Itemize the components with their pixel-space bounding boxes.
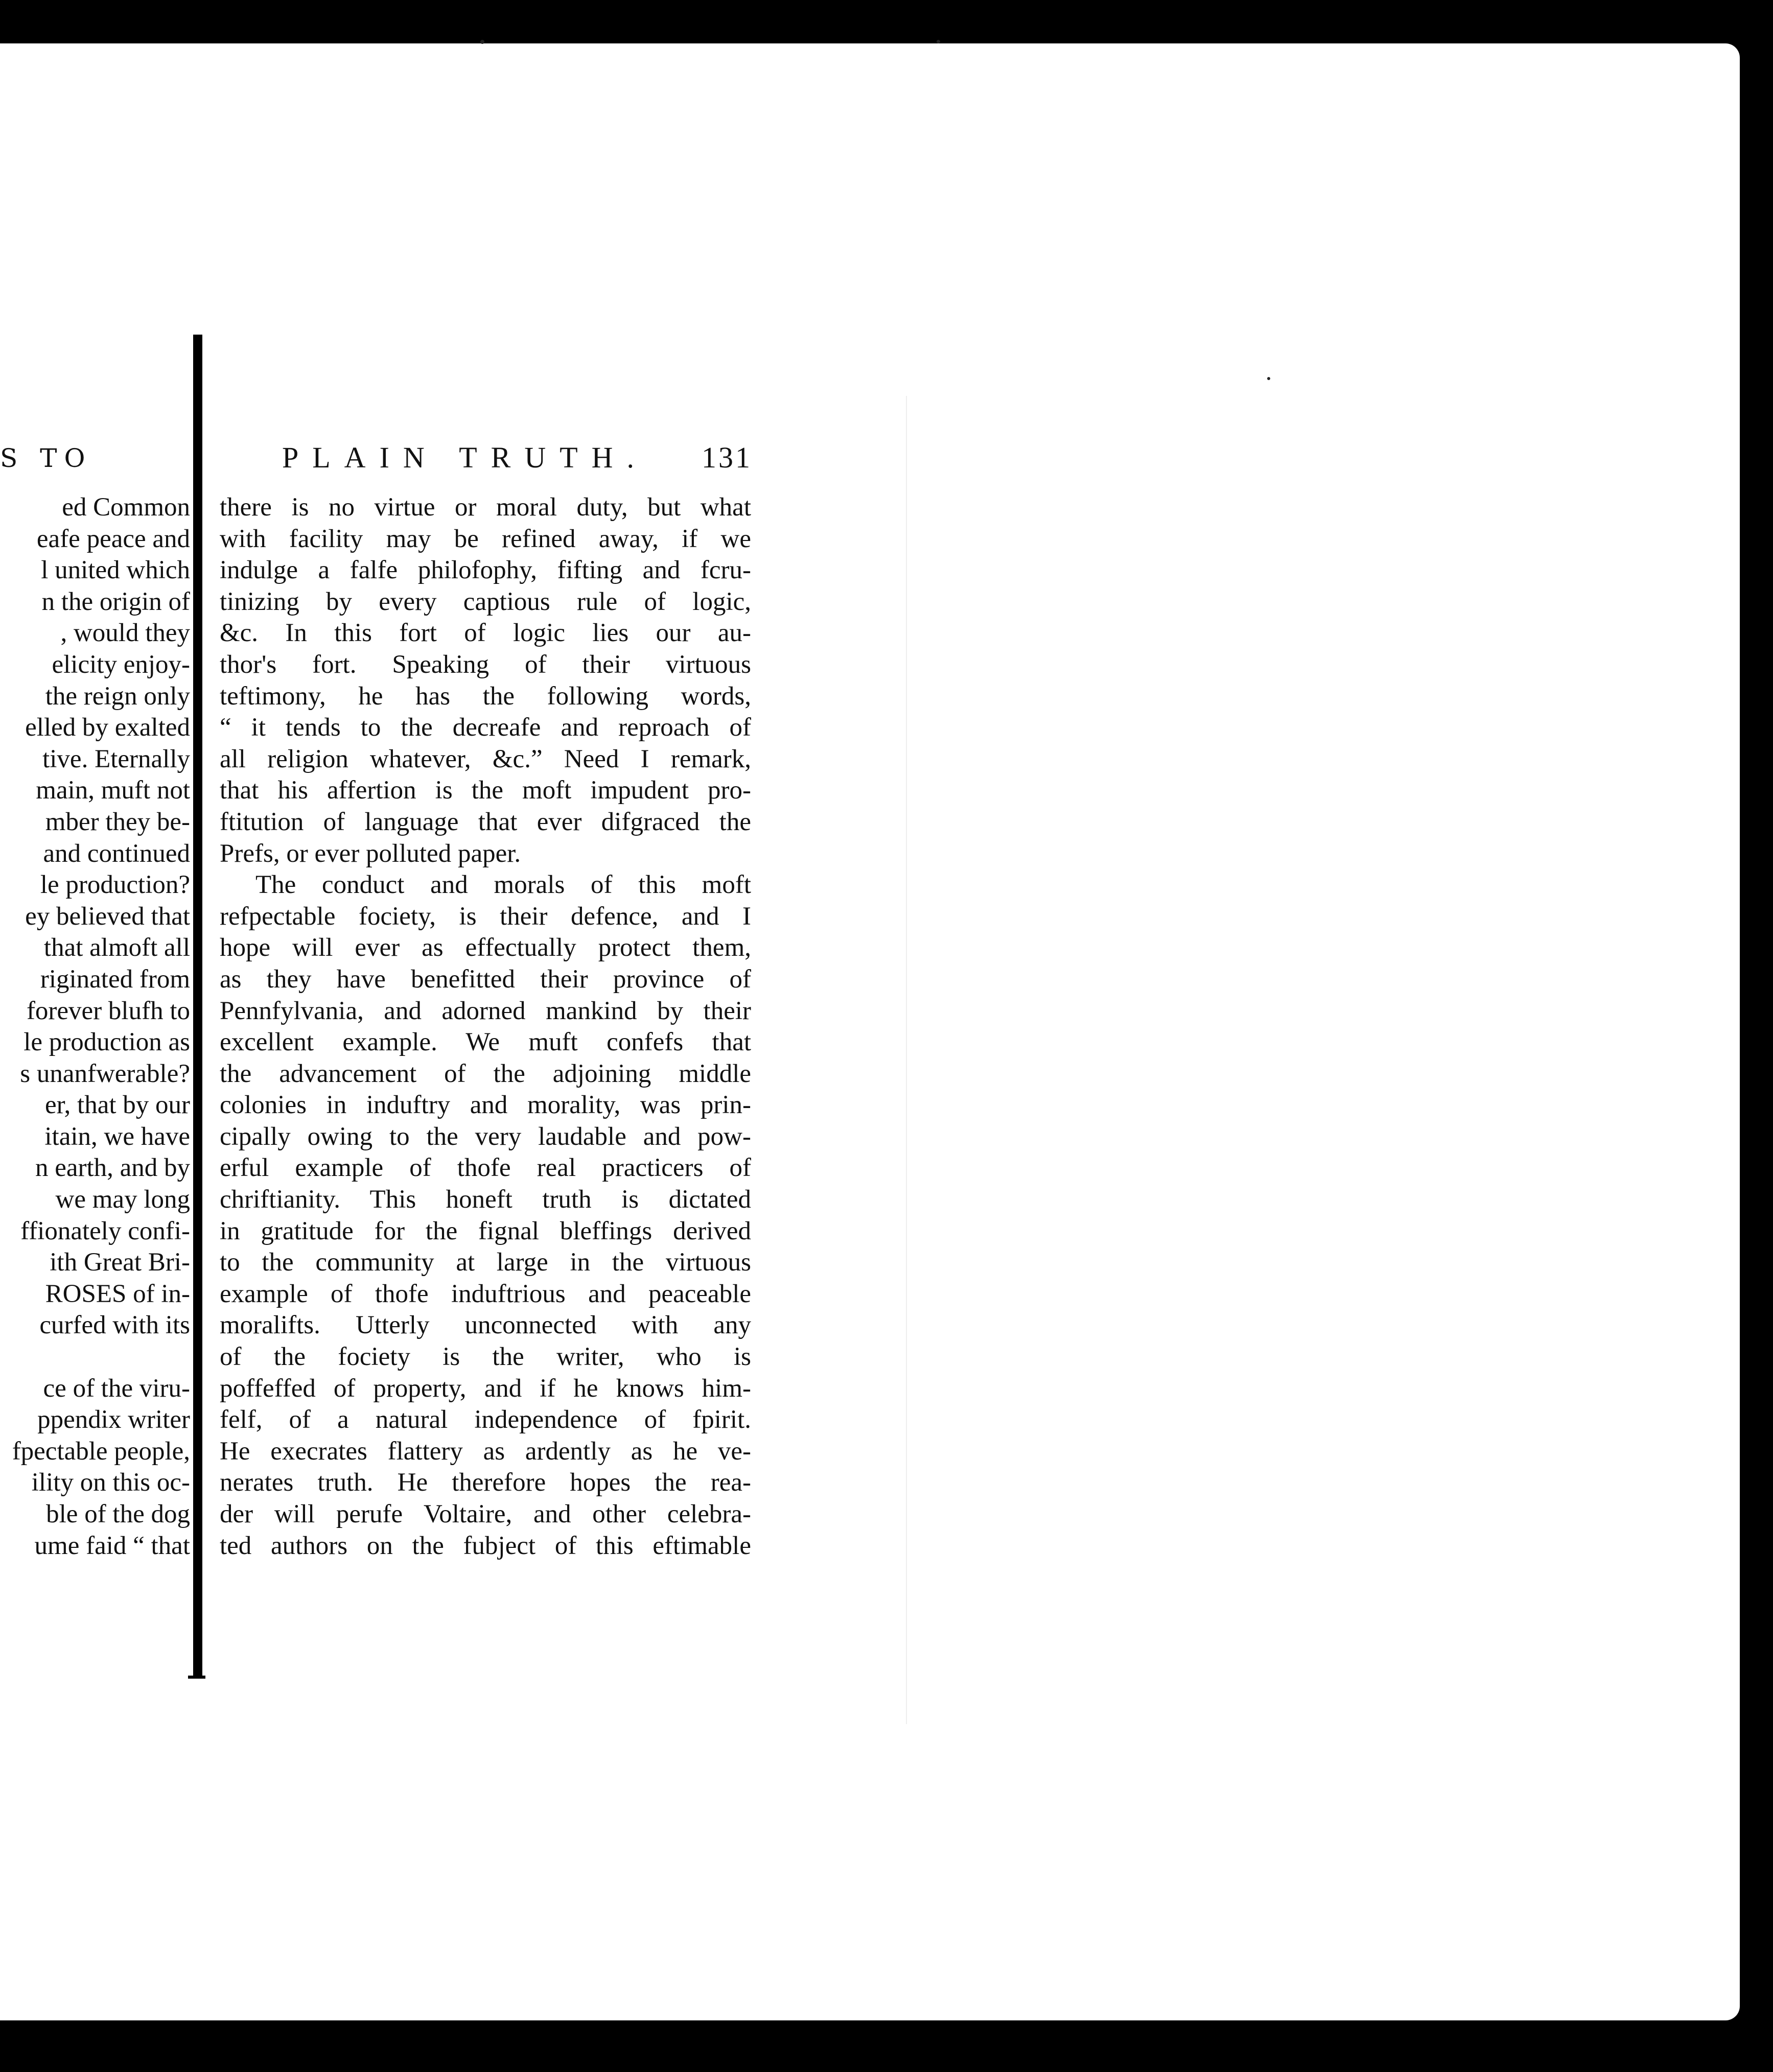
left-text-line: we may long (55, 1185, 190, 1214)
text-line: &c. In this fort of logic lies our au- (220, 619, 751, 648)
text-line: example of thofe induftrious and peaceable (220, 1279, 751, 1308)
left-text-line: ey believed that (25, 902, 190, 931)
left-text-line: elicity enjoy- (52, 650, 190, 679)
left-text-line: and continued (43, 839, 190, 868)
left-text-column (0, 492, 190, 1562)
paragraph-start-line: The conduct and morals of this moft (255, 870, 751, 900)
left-text-line: tive. Eternally (42, 744, 190, 773)
page-edge-shadow (906, 396, 907, 1724)
left-text-line: the reign only (45, 681, 190, 711)
text-line: thor's fort. Speaking of their virtuous (220, 650, 751, 679)
ink-speck (937, 40, 940, 43)
left-text-line: elled by exalted (25, 713, 190, 742)
paragraph-gap (0, 1341, 190, 1373)
left-text-line: s unanfwerable? (20, 1059, 190, 1088)
left-text-line: le production as (24, 1028, 190, 1057)
text-line: that his affertion is the moft impudent pro- (220, 776, 751, 805)
text-line: as they have benefitted their province of (220, 964, 751, 994)
left-text-line: eafe peace and (36, 524, 190, 553)
text-line: poffeffed of property, and if he knows him- (220, 1374, 751, 1403)
running-head (282, 440, 752, 475)
text-line: felf, of a natural independence of fpirit. (220, 1405, 751, 1434)
left-text-line: itain, we have (44, 1122, 190, 1151)
text-line: to the community at large in the virtuous (220, 1248, 751, 1277)
left-text-line: le production? (40, 870, 190, 900)
gutter-binding-tick (188, 1676, 205, 1679)
left-text-line: ce of the viru- (43, 1374, 190, 1403)
left-text-line: , would they (60, 619, 190, 648)
left-text-line: ith Great Bri- (50, 1248, 190, 1277)
text-line: the advancement of the adjoining middle (220, 1059, 751, 1088)
text-line: tinizing by every captious rule of logic, (220, 587, 751, 616)
left-text-line: ility on this oc- (31, 1468, 190, 1497)
left-text-line: ROSES of in- (45, 1279, 190, 1308)
body-text-column (220, 492, 751, 1562)
left-text-line: ble of the dog (46, 1500, 190, 1528)
text-line: colonies in induftry and morality, was prin- (220, 1091, 751, 1120)
left-text-line: that almoft all (43, 933, 190, 962)
left-text-line: er, that by our (44, 1091, 190, 1120)
text-line: indulge a falfe philofophy, fifting and fcru- (220, 556, 751, 585)
left-text-line: riginated from (40, 964, 190, 994)
left-text-line: n the origin of (41, 587, 190, 616)
left-text-line: ppendix writer (37, 1405, 190, 1434)
text-line: ted authors on the fubject of this eftimable (220, 1531, 751, 1560)
gutter-binding-line (193, 335, 202, 1678)
left-running-head: S TO (0, 443, 92, 473)
text-line: He execrates flattery as ardently as he ve- (220, 1437, 751, 1466)
text-line: with facility may be refined away, if we (220, 524, 751, 553)
text-line: Pennfylvania, and adorned mankind by their (220, 996, 751, 1025)
text-line: cipally owing to the very laudable and pow- (220, 1122, 751, 1151)
text-line: chriftianity. This honeft truth is dictated (220, 1185, 751, 1214)
text-line: “ it tends to the decreafe and reproach of (220, 713, 751, 742)
text-line: nerates truth. He therefore hopes the rea- (220, 1468, 751, 1497)
left-text-line: mber they be- (45, 807, 190, 836)
left-text-line: ed Common (62, 493, 190, 522)
text-line: excellent example. We muft confefs that (220, 1028, 751, 1057)
text-line: in gratitude for the fignal bleffings derived (220, 1216, 751, 1245)
text-line: moralifts. Utterly unconnected with any (220, 1311, 751, 1340)
left-text-line: n earth, and by (35, 1153, 190, 1183)
page-number: 131 (702, 441, 752, 474)
left-text-line: curfed with its (39, 1311, 190, 1340)
running-head-title: PLAIN TRUTH. (282, 441, 648, 474)
text-line: refpectable fociety, is their defence, and I (220, 902, 751, 931)
text-line: teftimony, he has the following words, (220, 681, 751, 711)
ink-speck (1267, 377, 1270, 380)
left-text-line: ume faid “ that (34, 1531, 190, 1560)
left-text-line: main, muft not (36, 776, 190, 805)
text-line: ftitution of language that ever difgraced the (220, 807, 751, 836)
left-text-line: forever blufh to (26, 996, 190, 1025)
right-page (220, 0, 754, 2072)
text-line: all religion whatever, &c.” Need I remark, (220, 744, 751, 773)
text-line: der will perufe Voltaire, and other celebra- (220, 1500, 751, 1528)
ink-speck (480, 40, 484, 44)
text-line: Prefs, or ever polluted paper. (220, 839, 521, 868)
text-line: hope will ever as effectually protect them, (220, 933, 751, 962)
text-line: there is no virtue or moral duty, but what (220, 493, 751, 522)
text-line: of the fociety is the writer, who is (220, 1343, 751, 1372)
left-text-line: l united which (41, 556, 190, 585)
left-text-line: fpectable people, (12, 1437, 190, 1466)
left-text-line: ffionately confi- (20, 1216, 190, 1245)
left-page-fragment (0, 0, 190, 2072)
text-line: erful example of thofe real practicers of (220, 1153, 751, 1183)
